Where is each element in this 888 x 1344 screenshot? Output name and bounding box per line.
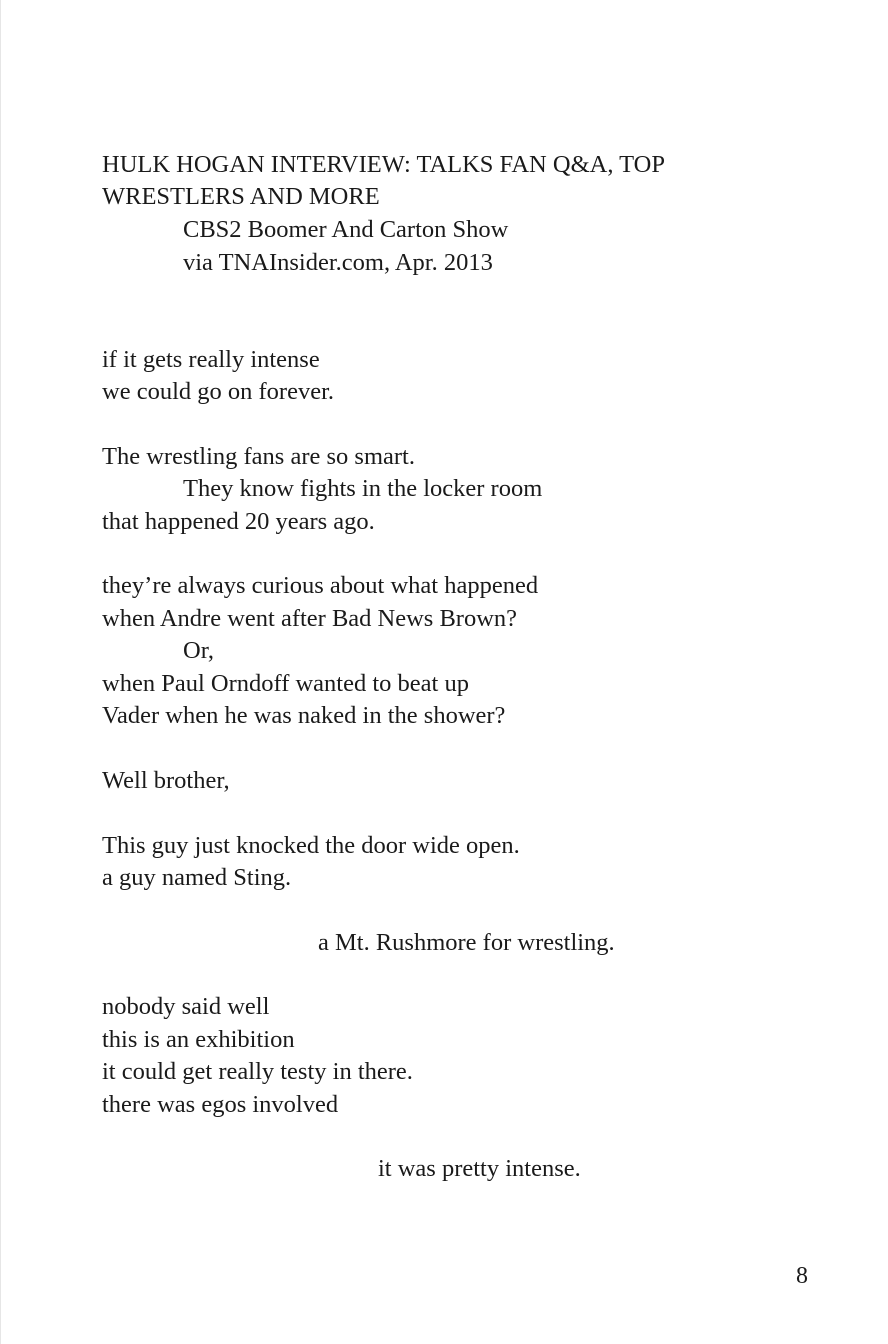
poem-line: They know fights in the locker room (183, 475, 543, 502)
poem-line: this is an exhibition (102, 1026, 295, 1053)
source-line-2: via TNAInsider.com, Apr. 2013 (183, 249, 493, 276)
poem-title-line-2: WRESTLERS AND MORE (102, 183, 380, 210)
poem-line: it could get really testy in there. (102, 1058, 413, 1085)
poem-line: Or, (183, 637, 214, 664)
poem-line: This guy just knocked the door wide open. (102, 832, 520, 859)
poem-line: when Paul Orndoff wanted to beat up (102, 670, 469, 697)
poem-line: we could go on forever. (102, 378, 334, 405)
poem-line: a guy named Sting. (102, 864, 292, 891)
poem-line: Well brother, (102, 767, 230, 794)
poem-line: The wrestling fans are so smart. (102, 443, 415, 470)
poem-line: if it gets really intense (102, 346, 320, 373)
poem-line: they’re always curious about what happened (102, 572, 539, 599)
page-number: 8 (796, 1263, 808, 1289)
poem-line: a Mt. Rushmore for wrestling. (318, 929, 615, 956)
poem-line: when Andre went after Bad News Brown? (102, 605, 518, 632)
source-line-1: CBS2 Boomer And Carton Show (183, 216, 509, 243)
poem-line: it was pretty intense. (378, 1155, 581, 1182)
poem-line: that happened 20 years ago. (102, 508, 375, 535)
poem-line: there was egos involved (102, 1091, 339, 1118)
poem-line: Vader when he was naked in the shower? (102, 702, 506, 729)
poem-line: nobody said well (102, 993, 270, 1020)
poem-title-line-1: HULK HOGAN INTERVIEW: TALKS FAN Q&A, TOP (102, 151, 665, 178)
